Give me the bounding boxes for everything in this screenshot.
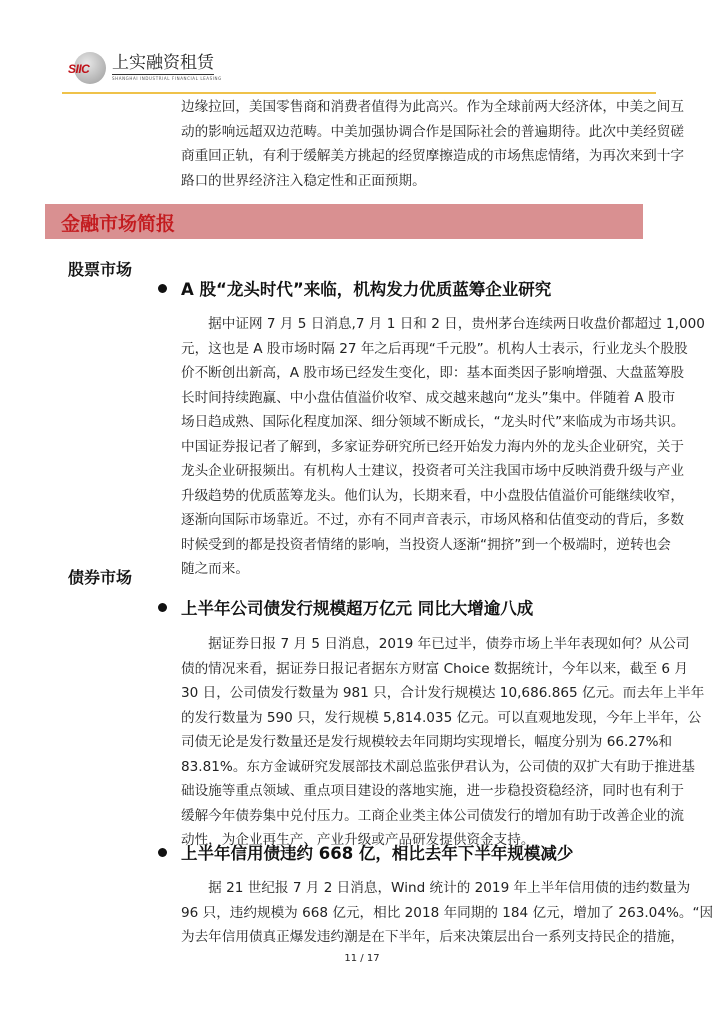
- logo-company-name: 上实融资租赁: [112, 53, 214, 73]
- text-line: 缓解今年债券集中兑付压力。工商企业类主体公司债发行的增加有助于改善企业的流: [181, 807, 684, 824]
- text-line: 83.81%。东方金诚研究发展部技术副总监张伊君认为，公司债的双扩大有助于推进基: [181, 758, 696, 775]
- bullet-icon: [158, 848, 167, 857]
- section-title: 金融市场简报: [61, 213, 176, 235]
- stock-heading: [158, 276, 551, 300]
- stock-heading-text: A 股“龙头时代”来临，机构发力优质蓝筹企业研究: [181, 280, 552, 299]
- text-line: 边缘拉回，美国零售商和消费者值得为此高兴。作为全球前两大经济体，中美之间互: [181, 99, 684, 115]
- intro-paragraph: [181, 95, 684, 193]
- company-logo: [68, 52, 222, 86]
- bond-heading-1-text: 上半年公司债发行规模超万亿元 同比大增逾八成: [181, 599, 534, 618]
- text-line: 长时间持续跑赢、中小盘估值溢价收窄、成交越来越向“龙头”集中。伴随着 A 股市: [181, 389, 676, 406]
- text-line: 础设施等重点领域、重点项目建设的落地实施，进一步稳投资稳经济，同时也有利于: [181, 783, 684, 799]
- text-line: 据中证网 7 月 5 日消息,7 月 1 日和 2 日，贵州茅台连续两日收盘价都超过 1,000: [181, 316, 705, 332]
- bullet-icon: [158, 603, 167, 612]
- section-band: [45, 204, 643, 239]
- text-line: 逐渐向国际市场靠近。不过，亦有不同声音表示，市场风格和估值变动的背后，多数: [181, 512, 684, 528]
- text-line: 据证券日报 7 月 5 日消息，2019 年已过半，债券市场上半年表现如何？从公司: [181, 636, 690, 652]
- text-line: 动性，为企业再生产、产业升级或产品研发提供资金支持。: [181, 832, 535, 848]
- text-line: 随之而来。: [181, 561, 249, 577]
- text-line: 司债无论是发行数量还是发行规模较去年同期均实现增长，幅度分别为 66.27%和: [181, 734, 673, 750]
- text-line: 96 只，违约规模为 668 亿元，相比 2018 年同期的 184 亿元，增加了 263.04%。“因: [181, 904, 714, 921]
- text-line: 动的影响远超双边范畴。中美加强协调合作是国际社会的普遍期待。此次中美经贸磋: [181, 123, 684, 140]
- text-line: 的发行数量为 590 只，发行规模 5,814.035 亿元。可以直观地发现，今年上半年，公: [181, 709, 702, 726]
- text-line: 中国证券报记者了解到，多家证券研究所已经开始发力海内外的龙头企业研究，关于: [181, 438, 684, 455]
- bullet-icon: [158, 284, 167, 293]
- stock-paragraph: [181, 312, 705, 582]
- text-line: 升级趋势的优质蓝筹龙头。他们认为，长期来看，中小盘股估值溢价可能继续收窄，: [181, 487, 684, 504]
- bond-paragraph-2: [181, 876, 714, 950]
- bond-market-title: 债券市场: [68, 568, 133, 587]
- bond-paragraph-1: [181, 632, 705, 853]
- bond-heading-1: [158, 595, 533, 619]
- logo-mark: SIIC: [68, 62, 90, 76]
- text-line: 商重回正轨，有利于缓解美方挑起的经贸摩擦造成的市场焦虑情绪，为再次来到十字: [181, 148, 684, 164]
- text-line: 价不断创出新高，A 股市场已经发生变化，即：基本面类因子影响增强、大盘蓝筹股: [181, 365, 684, 381]
- bond-heading-2: [158, 840, 573, 864]
- text-line: 时候受到的都是投资者情绪的影响，当投资人逐渐“拥挤”到一个极端时，逆转也会: [181, 536, 671, 553]
- logo-company-name-en: SHANGHAI INDUSTRIAL FINANCIAL LEASING: [112, 76, 222, 81]
- text-line: 债的情况来看，据证券日报记者据东方财富 Choice 数据统计，今年以来，截至 6 月: [181, 660, 688, 677]
- text-line: 元，这也是 A 股市场时隔 27 年之后再现“千元股”。机构人士表示，行业龙头个股股: [181, 340, 688, 357]
- text-line: 30 日，公司债发行数量为 981 只，合计发行规模达 10,686.865 亿元。而去年上半年: [181, 685, 705, 701]
- text-line: 据 21 世纪报 7 月 2 日消息，Wind 统计的 2019 年上半年信用债的违约数量为: [181, 880, 691, 896]
- bond-heading-2-text: 上半年信用债违约 668 亿，相比去年下半年规模减少: [181, 844, 574, 863]
- stock-market-title: 股票市场: [68, 260, 133, 279]
- text-line: 路口的世界经济注入稳定性和正面预期。: [181, 172, 426, 189]
- header-divider: [62, 92, 656, 94]
- text-line: 龙头企业研报频出。有机构人士建议，投资者可关注我国市场中反映消费升级与产业: [181, 463, 684, 479]
- text-line: 场日趋成熟、国际化程度加深、细分领域不断成长，“龙头时代”来临成为市场共识。: [181, 414, 685, 430]
- text-line: 为去年信用债真正爆发违约潮是在下半年，后来决策层出台一系列支持民企的措施，: [181, 929, 684, 945]
- page-number: 11 / 17: [344, 953, 380, 964]
